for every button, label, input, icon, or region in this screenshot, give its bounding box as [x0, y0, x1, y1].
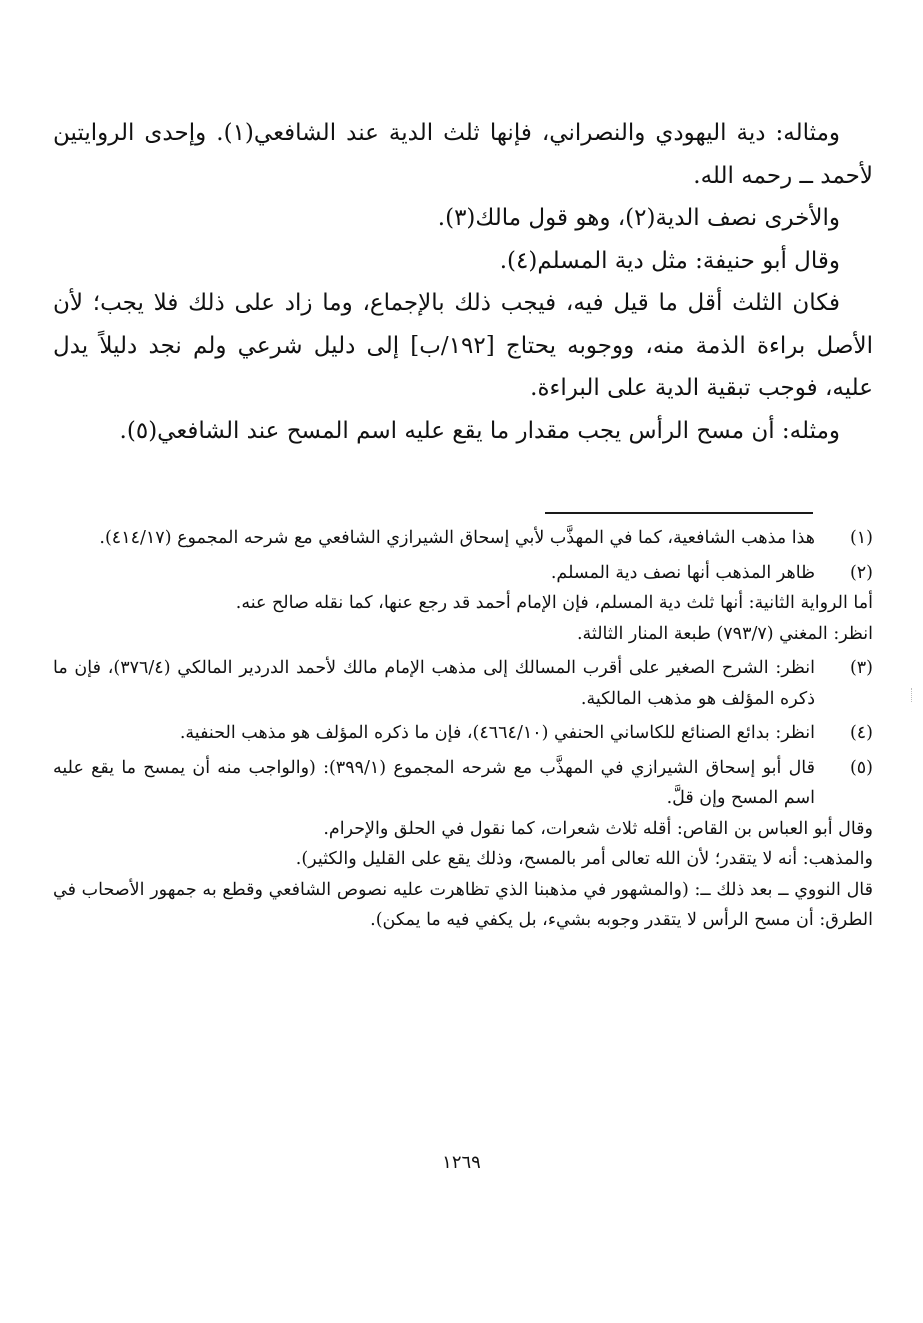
footnote-number: (٤): [849, 723, 873, 743]
footnote: [53, 558, 873, 650]
footnote: [53, 653, 873, 714]
main-paragraph: فكان الثلث أقل ما قيل فيه، فيجب ذلك بالإجماع، وما زاد على ذلك فلا يجب؛ لأن الأصل براءة الذمة منه، ووجوبه يحتاج [١٩٢/ب] إلى دليل شرعي ولم نجد دليلاً يدل عليه، فوجب تبقية الدية على البراءة.: [53, 290, 873, 401]
footnote: [53, 753, 873, 936]
footnote-line: والمذهب: أنه لا يتقدر؛ لأن الله تعالى أمر بالمسح، وذلك يقع على القليل والكثير).: [295, 849, 873, 869]
main-paragraph: ومثاله: دية اليهودي والنصراني، فإنها ثلث الدية عند الشافعي(١). وإحدى الروايتين لأحمد ــ رحمه الله.: [53, 120, 873, 189]
footnote-line: أما الرواية الثانية: أنها ثلث دية المسلم، فإن الإمام أحمد قد رجع عنها، كما نقله صالح عنه.: [235, 593, 873, 613]
footnote: [53, 523, 873, 554]
footnote-line: انظر: المغني (٧٩٣/٧) طبعة المنار الثالثة.: [576, 623, 873, 644]
main-paragraph: والأخرى نصف الدية(٢)، وهو قول مالك(٣).: [437, 205, 840, 231]
main-text: [53, 112, 873, 452]
footnotes: [53, 523, 873, 940]
footnote-number: (٣): [849, 658, 873, 678]
footnote-line: قال أبو إسحاق الشيرازي في المهذَّب مع شرحه المجموع (٣٩٩/١): (والواجب منه أن يمسح ما يقع عليه اسم المسح وإن قلَّ.: [53, 757, 816, 808]
main-paragraph: وقال أبو حنيفة: مثل دية المسلم(٤).: [499, 247, 840, 274]
main-paragraph: ومثله: أن مسح الرأس يجب مقدار ما يقع عليه اسم المسح عند الشافعي(٥).: [119, 417, 840, 444]
footnote-number: (٥): [849, 757, 873, 778]
footnote-line: قال النووي ــ بعد ذلك ــ: (والمشهور في مذهبنا الذي تظاهرت عليه نصوص الشافعي وقطع به جمهور الأصحاب في الطرق: أن مسح الرأس لا يتقدر وجوبه بشيء، بل يكفي فيه ما يمكن).: [53, 879, 873, 930]
footnote: [53, 718, 873, 749]
footnote-number: (١): [849, 528, 873, 548]
footnote-line: انظر: الشرح الصغير على أقرب المسالك إلى مذهب الإمام مالك لأحمد الدردير المالكي (٣٧٦/٤)، فإن ما ذكره المؤلف هو مذهب المالكية.: [53, 658, 815, 709]
scan-speck: [911, 688, 915, 702]
footnote-line: وقال أبو العباس بن القاص: أقله ثلاث شعرات، كما نقول في الحلق والإحرام.: [323, 818, 873, 839]
footnote-divider: [545, 512, 813, 514]
footnote-line: ظاهر المذهب أنها نصف دية المسلم.: [550, 562, 815, 583]
footnote-line: انظر: بدائع الصنائع للكاساني الحنفي (٤٦٦٤/١٠)، فإن ما ذكره المؤلف هو مذهب الحنفية.: [179, 723, 815, 743]
footnote-number: (٢): [849, 562, 873, 583]
page-number: ١٢٦٩: [442, 1152, 481, 1173]
footnote-line: هذا مذهب الشافعية، كما في المهذَّب لأبي إسحاق الشيرازي الشافعي مع شرحه المجموع (٤١٤/١٧).: [99, 528, 815, 548]
